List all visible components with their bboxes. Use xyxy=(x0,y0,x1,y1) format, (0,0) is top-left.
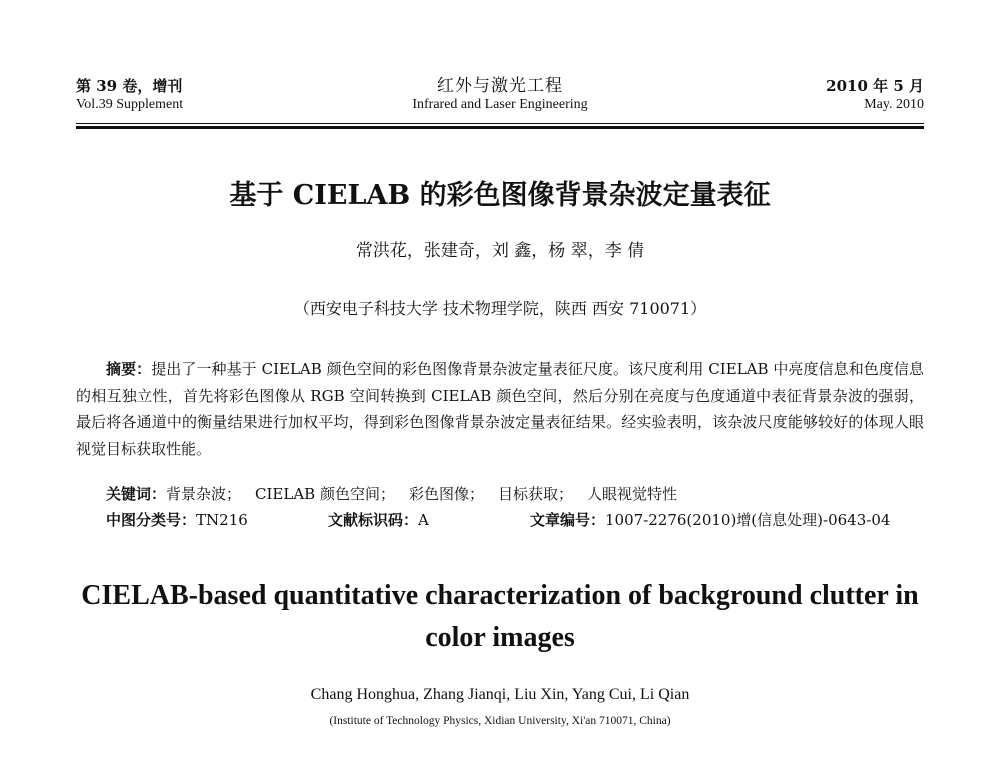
volume-zh: 第 39 卷，增刊 xyxy=(76,77,183,95)
abstract-text: 提出了一种基于 CIELAB 颜色空间的彩色图像背景杂波定量表征尺度。该尺度利用 CIELAB 中亮度信息和色度信息的相互独立性，首先将彩色图像从 RGB 空间转换到 CIELAB 颜色空间，然后分别在亮度与色度通道中表征背景杂波的强弱，最后将各通道中的衡量结果进行加权平均，得到彩色图像背景杂波定量表征结果。经实验表明，该杂波尺度能够较好的体现人眼视觉目标获取性能。 xyxy=(76,360,924,458)
keyword-item: 人眼视觉特性 xyxy=(587,485,678,503)
date-zh: 2010 年 5 月 xyxy=(826,77,924,95)
keyword-item: 彩色图像； xyxy=(408,485,484,503)
abstract-zh xyxy=(76,356,924,462)
keywords-label: 关键词： xyxy=(106,485,167,503)
doc-code-label: 文献标识码： xyxy=(328,511,419,529)
authors-zh: 常洪花，张建奇，刘 鑫，杨 翠，李 倩 xyxy=(355,241,645,261)
date-en: May. 2010 xyxy=(864,97,924,112)
header-center xyxy=(76,76,924,114)
article-number xyxy=(530,509,890,531)
journal-name-en: Infrared and Laser Engineering xyxy=(412,97,588,112)
paper-title-en: CIELAB-based quantitative characterization of background clutter in color images xyxy=(81,580,919,653)
header-rule-thick xyxy=(76,126,924,129)
doc-code-value: A xyxy=(418,511,429,529)
keyword-item: 目标获取； xyxy=(497,485,573,503)
affiliation-en: (Institute of Technology Physics, Xidian University, Xi'an 710071, China) xyxy=(329,715,671,727)
keyword-item: CIELAB 颜色空间； xyxy=(255,485,395,503)
document-code xyxy=(328,509,429,531)
keywords-zh xyxy=(106,483,924,505)
journal-name-zh: 红外与激光工程 xyxy=(437,76,563,96)
running-header xyxy=(76,76,924,128)
clc-number xyxy=(106,509,248,531)
clc-label: 中图分类号： xyxy=(106,511,197,529)
paper-title-zh: 基于 CIELAB 的彩色图像背景杂波定量表征 xyxy=(229,180,771,211)
article-number-value: 1007-2276(2010)增(信息处理)-0643-04 xyxy=(605,511,891,529)
abstract-label: 摘要： xyxy=(106,360,152,378)
clc-value: TN216 xyxy=(196,511,248,529)
header-right xyxy=(826,76,924,114)
volume-en: Vol.39 Supplement xyxy=(76,97,184,112)
keyword-item: 背景杂波； xyxy=(166,485,242,503)
affiliation-zh: （西安电子科技大学 技术物理学院，陕西 西安 710071） xyxy=(293,299,707,318)
article-number-label: 文章编号： xyxy=(530,511,606,529)
authors-en: Chang Honghua, Zhang Jianqi, Liu Xin, Yang Cui, Li Qian xyxy=(310,686,690,703)
header-rule-thin xyxy=(76,123,924,124)
classification-line xyxy=(106,509,924,531)
